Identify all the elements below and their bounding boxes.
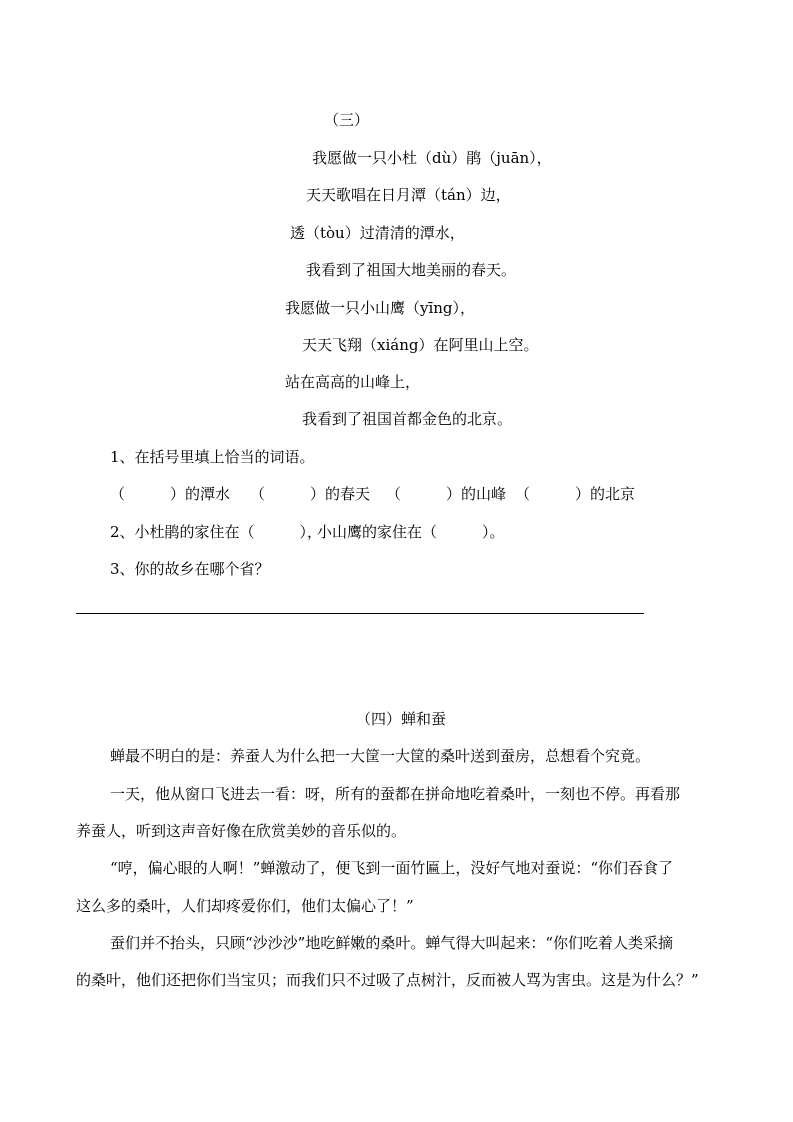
story-line: 蚕们并不抬头，只顾“沙沙沙”地吃鲜嫩的桑叶。蝉气得大叫起来：“你们吃着人类采摘	[110, 934, 674, 952]
poem-line: 天天歌唱在日月潭（tán）边，	[306, 186, 511, 204]
poem-line: 我愿做一只小山鹰（yīng），	[285, 299, 476, 317]
story-line: “哼，偏心眼的人啊！”蝉激动了，便飞到一面竹匾上，没好气地对蚕说：“你们吞食了	[110, 859, 674, 877]
blank-phrase: （ ）的春天	[250, 485, 371, 503]
poem-line: 我看到了祖国大地美丽的春天。	[306, 261, 517, 279]
story-line: 蝉最不明白的是：养蚕人为什么把一大筐一大筐的桑叶送到蚕房，总想看个究竟。	[110, 747, 651, 765]
question-2	[110, 522, 530, 542]
answer-line	[76, 613, 644, 614]
poem-line: 站在高高的山峰上，	[285, 373, 421, 391]
story-line: 这么多的桑叶，人们却疼爱你们，他们太偏心了！”	[76, 897, 414, 915]
blank-phrase: （ ）的北京	[515, 485, 636, 503]
poem-line: 天天飞翔（xiáng）在阿里山上空。	[302, 336, 539, 354]
question-3: 3、你的故乡在哪个省？	[110, 560, 270, 578]
question-1-blanks	[110, 484, 650, 504]
poem-line: 透（tòu）过清清的潭水，	[290, 224, 465, 242]
story-line: 的桑叶，他们还把你们当宝贝；而我们只不过吸了点树汁，反而被人骂为害虫。这是为什么？”	[76, 971, 699, 989]
section-3-heading: （三）	[324, 111, 370, 129]
section-4-heading: （四）蝉和蚕	[356, 710, 447, 728]
poem-line: 我愿做一只小杜（dù）鹃（juān），	[312, 149, 552, 167]
question-1: 1、在括号里填上恰当的词语。	[110, 448, 315, 466]
blank-phrase: （ ）的潭水	[110, 485, 231, 503]
poem-line: 我看到了祖国首都金色的北京。	[302, 410, 513, 428]
blank-phrase: （ ）的山峰	[386, 485, 507, 503]
story-line: 一天，他从窗口飞进去一看：呀，所有的蚕都在拼命地吃着桑叶，一刻也不停。再看那	[110, 785, 681, 803]
question-2-part: 小山鹰的家住在（ ）。	[317, 523, 505, 541]
question-2-part: 2、小杜鹃的家住在（ ），	[110, 523, 323, 541]
story-line: 养蚕人，听到这声音好像在欣赏美妙的音乐似的。	[76, 822, 407, 840]
